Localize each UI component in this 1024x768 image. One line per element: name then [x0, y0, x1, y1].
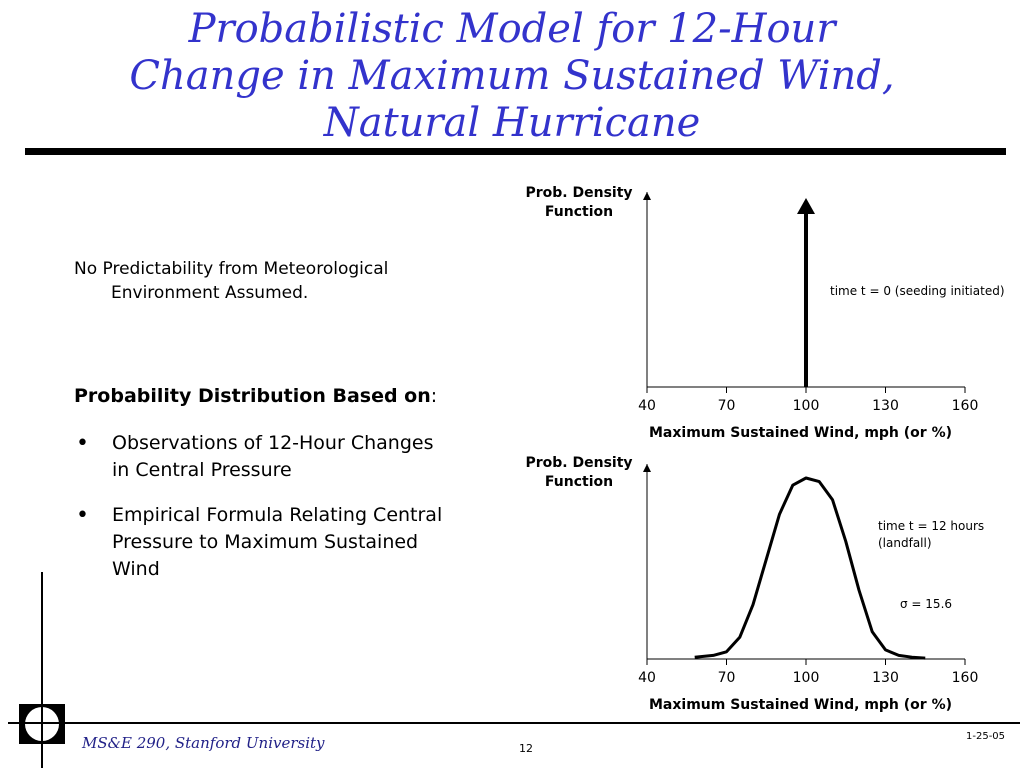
footer-page-number: 12	[519, 742, 533, 755]
bullet-item	[74, 502, 454, 583]
bullet-dot-icon: •	[76, 503, 89, 528]
chart1-spike-arrow-icon	[797, 198, 815, 214]
chart1-ylabel	[500, 184, 658, 222]
assumption-note	[74, 257, 474, 305]
chart2-annotation-line-2: (landfall)	[878, 536, 932, 550]
bullet-dot-icon: •	[76, 431, 89, 456]
footer-date: 1-25-05	[966, 731, 1006, 742]
chart2-ylabel-line-2: Function	[544, 474, 614, 490]
footer-institution: MS&E 290, Stanford University	[82, 734, 325, 752]
heading-text: Probability Distribution Based on	[74, 385, 431, 407]
footer-horizontal-rule	[8, 722, 1020, 724]
chart2-x-tick-label: 160	[951, 670, 979, 686]
bullet-text: Observations of 12-Hour Changes in Central Pressure	[112, 432, 434, 481]
chart1-x-tick-label: 130	[872, 398, 899, 414]
sigma-symbol: σ	[900, 597, 908, 611]
chart1-x-tick-label: 70	[717, 398, 736, 414]
chart2-ylabel-line-1: Prob. Density	[525, 455, 633, 471]
sigma-value: = 15.6	[907, 597, 953, 611]
chart1-x-tick-label: 160	[951, 398, 979, 414]
chart2-density-curve	[695, 478, 926, 658]
chart1-annotation: time t = 0 (seeding initiated)	[830, 284, 1005, 298]
title-line-2: Change in Maximum Sustained Wind,	[129, 53, 895, 99]
chart2-ylabel	[500, 454, 658, 492]
title-line-1: Probabilistic Model for 12-Hour	[188, 6, 836, 52]
chart2-annotation	[878, 518, 984, 552]
chart1-ylabel-line-2: Function	[544, 204, 614, 220]
chart2-annotation-line-1: time t = 12 hours	[878, 519, 985, 533]
chart1-xlabel: Maximum Sustained Wind, mph (or %)	[649, 425, 952, 441]
pdf-chart-t12	[500, 452, 1024, 722]
title-underline	[25, 148, 1006, 155]
sigma-label	[900, 596, 952, 613]
chart1-x-tick-label: 100	[792, 398, 820, 414]
chart2-x-tick-label: 100	[792, 670, 820, 686]
chart2-x-tick-label: 70	[717, 670, 736, 686]
distribution-heading	[74, 385, 437, 407]
chart2-x-tick-label: 40	[638, 670, 656, 686]
basis-bullet-list	[74, 430, 454, 601]
slide-title	[20, 6, 1004, 147]
chart2-xlabel: Maximum Sustained Wind, mph (or %)	[649, 697, 952, 713]
heading-colon: :	[430, 385, 438, 407]
bullet-text: Empirical Formula Relating Central Pressure to Maximum Sustained Wind	[112, 504, 443, 580]
chart1-ylabel-line-1: Prob. Density	[525, 185, 633, 201]
pdf-chart-t0	[500, 180, 1024, 450]
crosshair-logo-icon	[14, 700, 70, 746]
chart1-x-tick-label: 40	[638, 398, 656, 414]
note-line-2: Environment Assumed.	[111, 283, 309, 303]
bullet-item	[74, 430, 454, 484]
title-line-3: Natural Hurricane	[323, 100, 701, 146]
chart2-x-tick-label: 130	[872, 670, 899, 686]
note-line-1: No Predictability from Meteorological	[74, 259, 389, 279]
